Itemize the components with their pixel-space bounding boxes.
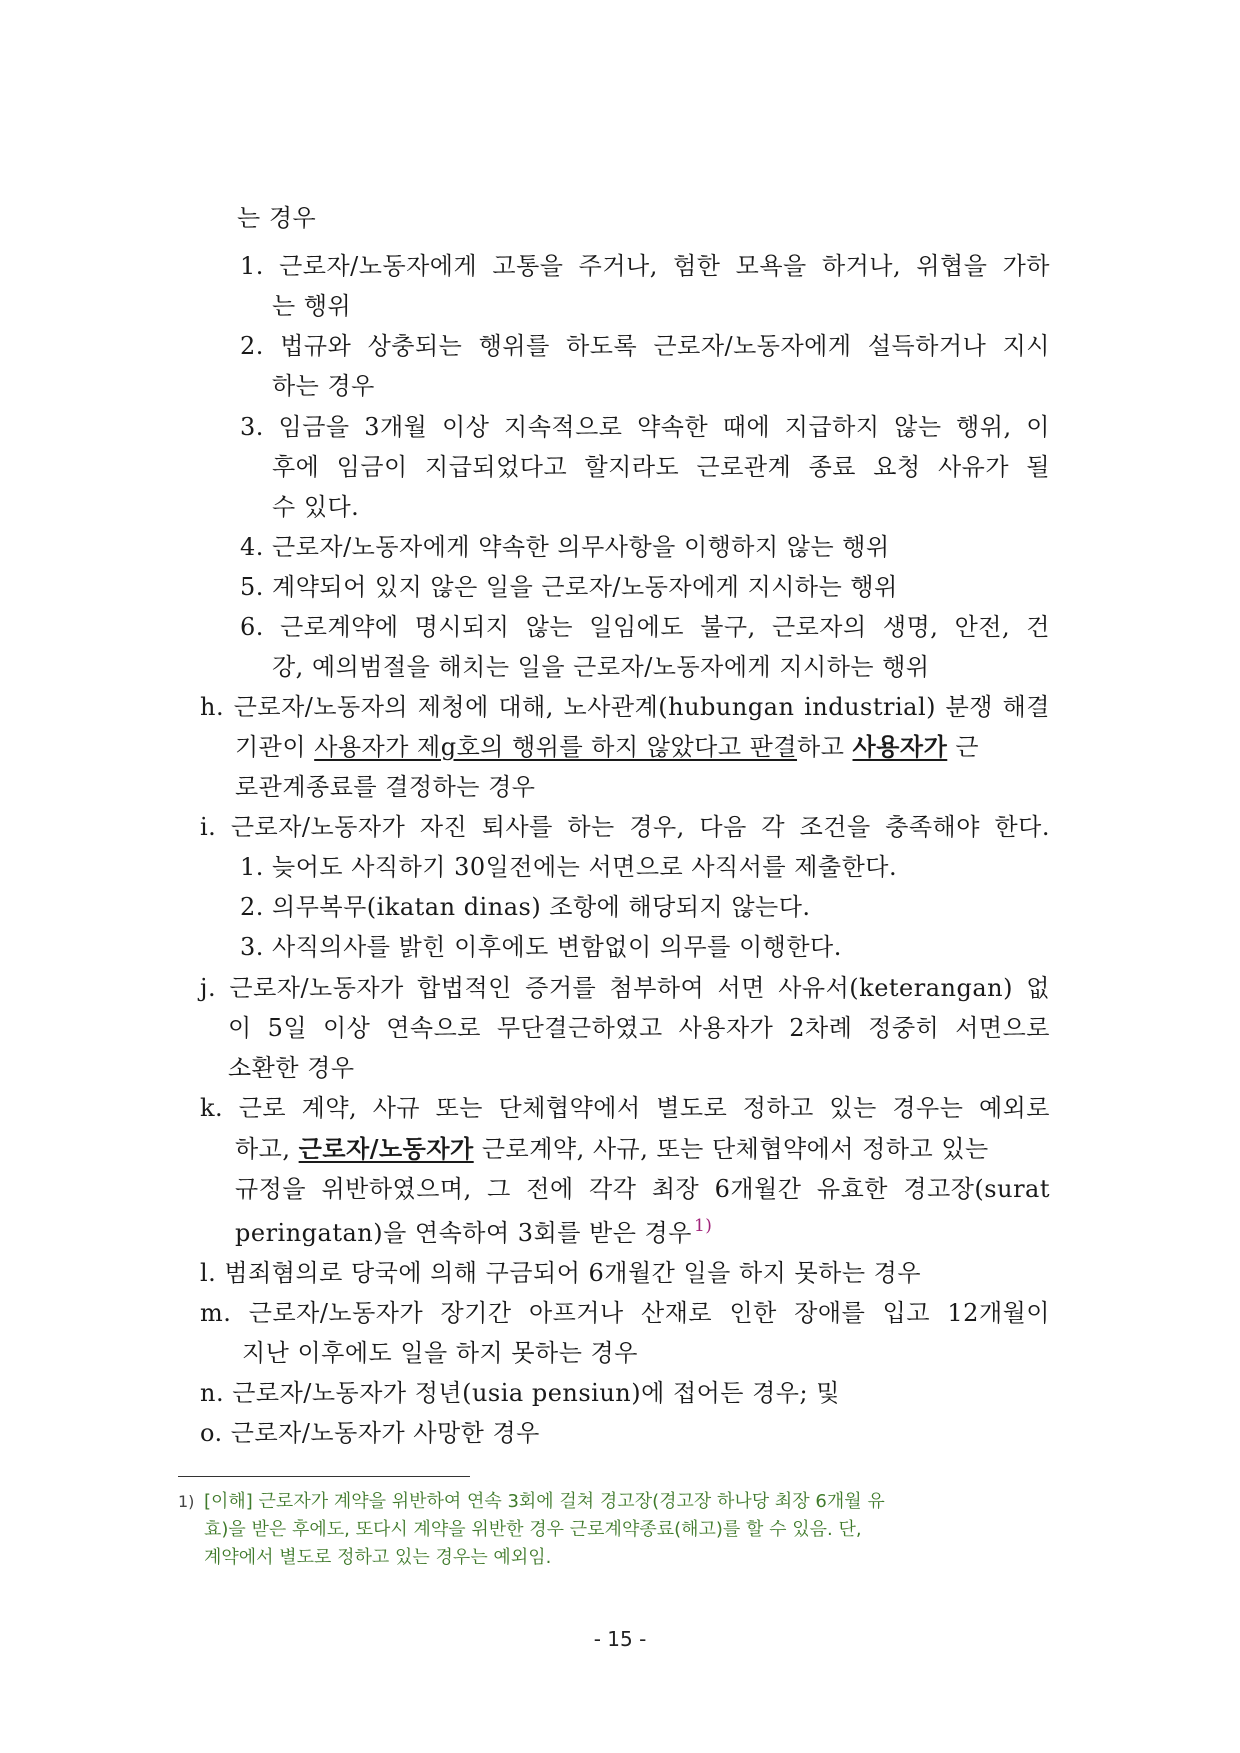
list-item-continuation: 하는 경우 (272, 372, 375, 400)
text-span: 근 (947, 733, 980, 761)
footnote-number: 1) (178, 1492, 195, 1511)
list-item-continuation: 로관계종료를 결정하는 경우 (235, 773, 536, 801)
list-item-continuation: 이 5일 이상 연속으로 무단결근하였고 사용자가 2차례 정중히 서면으로 (228, 1014, 1050, 1042)
text-span: 근로계약, 사규, 또는 단체협약에서 정하고 있는 (473, 1135, 989, 1163)
page-number: - 15 - (593, 1627, 647, 1651)
list-item: o. 근로자/노동자가 사망한 경우 (200, 1419, 540, 1447)
footnote-text: 계약에서 별도로 정하고 있는 경우는 예외임. (204, 1547, 552, 1568)
list-item: k. 근로 계약, 사규 또는 단체협약에서 별도로 정하고 있는 경우는 예외로 (200, 1094, 1050, 1122)
list-item: l. 범죄혐의로 당국에 의해 구금되어 6개월간 일을 하지 못하는 경우 (200, 1259, 922, 1287)
list-item: h. 근로자/노동자의 제청에 대해, 노사관계(hubungan industrial) 분쟁 해결 (200, 693, 1050, 721)
text-span: 하고 (797, 733, 853, 761)
list-item-continuation (235, 1217, 712, 1252)
list-item-continuation: 지난 이후에도 일을 하지 못하는 경우 (242, 1339, 638, 1367)
footnote-text: 효)을 받은 후에도, 또다시 계약을 위반한 경우 근로계약종료(해고)를 할 수 있음. 단, (204, 1519, 862, 1540)
list-item: 3. 임금을 3개월 이상 지속적으로 약속한 때에 지급하지 않는 행위, 이 (240, 413, 1050, 441)
footnote-text: [이해] 근로자가 계약을 위반하여 연속 3회에 걸쳐 경고장(경고장 하나당 최장 6개월 유 (204, 1491, 885, 1512)
bold-underlined-text: 근로자/노동자가 (298, 1134, 474, 1163)
list-item-continuation: 수 있다. (272, 493, 360, 521)
list-item: j. 근로자/노동자가 합법적인 증거를 첨부하여 서면 사유서(keterangan) 없 (200, 974, 1050, 1002)
list-item-continuation (235, 731, 1050, 763)
list-item: 4. 근로자/노동자에게 약속한 의무사항을 이행하지 않는 행위 (240, 533, 890, 561)
text-span: 하고, (235, 1135, 299, 1163)
list-item: 2. 의무복무(ikatan dinas) 조항에 해당되지 않는다. (240, 893, 811, 921)
list-item-continuation (235, 1133, 989, 1165)
bold-underlined-text: 사용자가 (852, 732, 948, 761)
list-item: 1. 늦어도 사직하기 30일전에는 서면으로 사직서를 제출한다. (240, 853, 898, 881)
list-item: 3. 사직의사를 밝힌 이후에도 변함없이 의무를 이행한다. (240, 933, 842, 961)
footnote-divider (178, 1476, 470, 1477)
list-item: m. 근로자/노동자가 장기간 아프거나 산재로 인한 장애를 입고 12개월이 (200, 1299, 1050, 1327)
footnote-reference[interactable]: 1) (693, 1216, 713, 1236)
list-item: i. 근로자/노동자가 자진 퇴사를 하는 경우, 다음 각 조건을 충족해야 한다. (200, 813, 1050, 841)
list-item-continuation: 소환한 경우 (228, 1054, 355, 1082)
list-item-continuation: 후에 임금이 지급되었다고 할지라도 근로관계 종료 요청 사유가 될 (272, 453, 1050, 481)
text-line: 는 경우 (237, 204, 317, 232)
list-item-continuation: 는 행위 (272, 292, 352, 320)
list-item: 5. 계약되어 있지 않은 일을 근로자/노동자에게 지시하는 행위 (240, 573, 898, 601)
list-item-continuation: 규정을 위반하였으며, 그 전에 각각 최장 6개월간 유효한 경고장(surat (235, 1175, 1050, 1203)
list-item: 2. 법규와 상충되는 행위를 하도록 근로자/노동자에게 설득하거나 지시 (240, 332, 1050, 360)
list-item-continuation: 강, 예의범절을 해치는 일을 근로자/노동자에게 지시하는 행위 (272, 653, 930, 681)
list-item: 6. 근로계약에 명시되지 않는 일임에도 불구, 근로자의 생명, 안전, 건 (240, 613, 1050, 641)
underlined-text: 사용자가 제g호의 행위를 하지 않았다고 판결 (314, 733, 798, 761)
list-item: n. 근로자/노동자가 정년(usia pensiun)에 접어든 경우; 및 (200, 1379, 840, 1407)
text-span: 기관이 (235, 733, 315, 761)
text-span: peringatan)을 연속하여 3회를 받은 경우 (235, 1219, 692, 1247)
list-item: 1. 근로자/노동자에게 고통을 주거나, 험한 모욕을 하거나, 위협을 가하 (240, 252, 1050, 280)
